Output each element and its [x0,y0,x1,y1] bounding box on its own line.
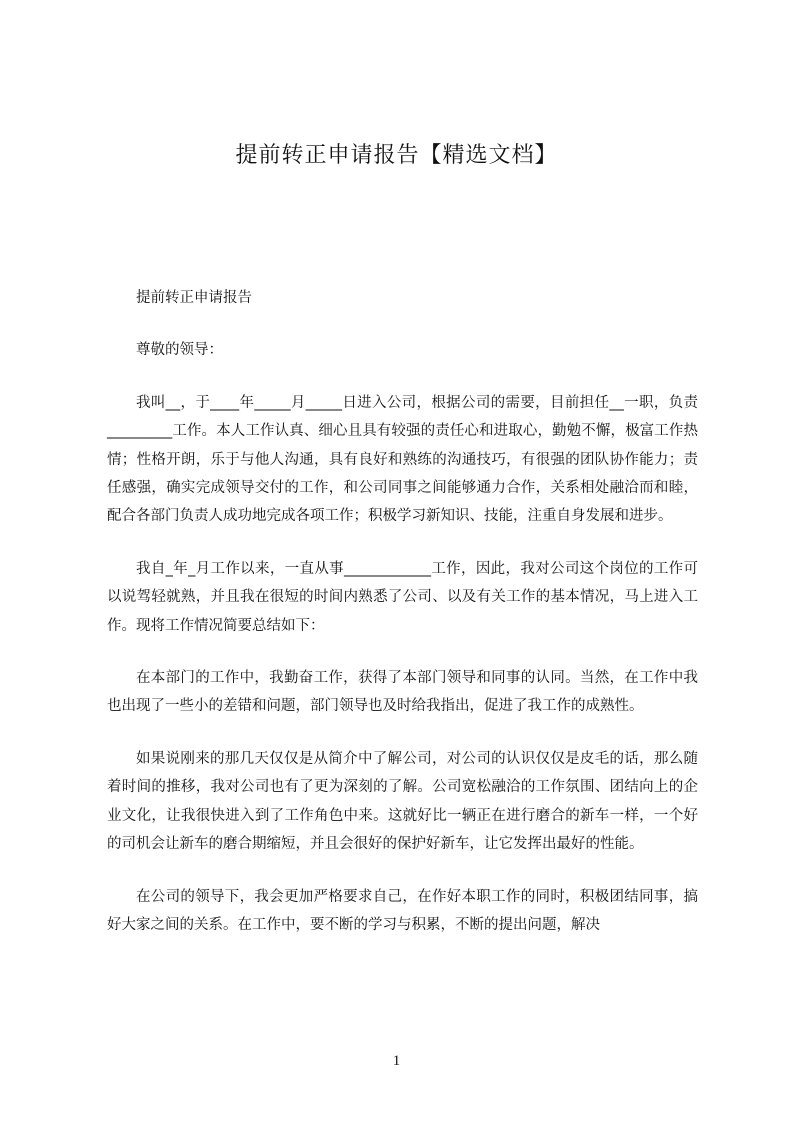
document-title: 提前转正申请报告【精选文档】 [235,143,558,168]
paragraph-future-plan: 在公司的领导下，我会更加严格要求自己，在作好本职工作的同时，积极团结同事，搞好大家之间的关系。在工作中，要不断的学习与积累，不断的提出问题，解决 [107,888,698,933]
document-body [107,284,698,963]
page-number: 1 [392,1053,401,1069]
salutation: 尊敬的领导： [136,342,223,359]
report-heading: 提前转正申请报告 [136,290,252,306]
paragraph-work-history: 我自_年_月工作以来，一直从事____________工作，因此，我对公司这个岗位的工作可以说驾轻就熟，并且我在很短的时间内熟悉了公司、以及有关工作的基本情况，马上进入工作。现将工作情况简要总结如下： [107,560,698,634]
paragraph-self-introduction: 我叫__，于____年_____月_____日进入公司，根据公司的需要，目前担任__一职，负责_________工作。本人工作认真、细心且具有较强的责任心和进取心，勤勉不懈，极富工作热情；性格开朗，乐于与他人沟通，具有良好和熟练的沟通技巧，有很强的团队协作能力；责任感强，确实完成领导交付的工作，和公司同事之间能够通力合作，关系相处融洽而和睦，配合各部门负责人成功地完成各项工作；积极学习新知识、技能，注重自身发展和进步。 [107,394,698,525]
paragraph-company-understanding: 如果说刚来的那几天仅仅是从简介中了解公司，对公司的认识仅仅是皮毛的话，那么随着时间的推移，我对公司也有了更为深刻的了解。公司宽松融洽的工作氛围、团结向上的企业文化，让我很快进入到了工作角色中来。这就好比一辆正在进行磨合的新车一样，一个好的司机会让新车的磨合期缩短，并且会很好的保护好新车，让它发挥出最好的性能。 [107,750,698,853]
paragraph-department-work: 在本部门的工作中，我勤奋工作，获得了本部门领导和同事的认同。当然，在工作中我也出现了一些小的差错和问题，部门领导也及时给我指出，促进了我工作的成熟性。 [107,670,698,715]
